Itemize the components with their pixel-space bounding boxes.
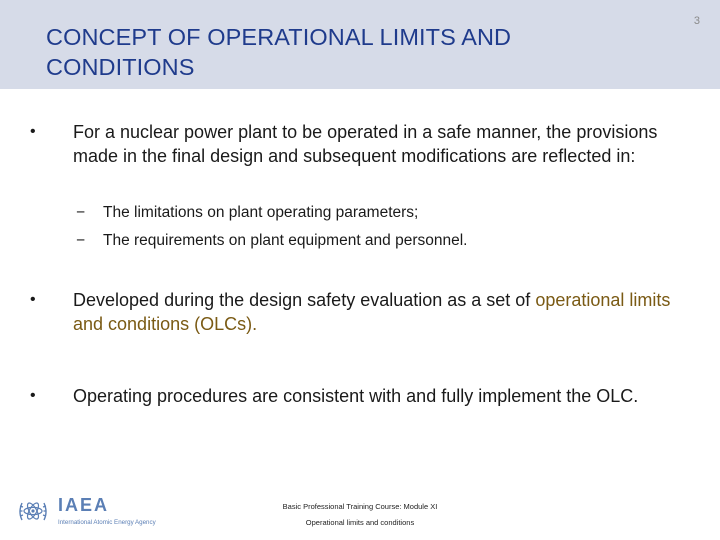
sub-text: The requirements on plant equipment and personnel.: [103, 232, 468, 249]
bullet-text: [73, 288, 703, 336]
bullet-marker: •: [30, 387, 36, 404]
bullet-text-prefix: Developed during the design safety evaluation as a set of: [73, 290, 531, 310]
sub-text: The limitations on plant operating parameters;: [103, 204, 419, 221]
iaea-logo: [16, 492, 186, 532]
title-bar: [0, 0, 720, 89]
sub-marker: −: [76, 232, 86, 249]
logo-wordmark: IAEA: [58, 495, 110, 515]
atom-emblem-icon: [16, 494, 50, 528]
olc-highlight: operational limits and conditions (OLCs).: [73, 290, 671, 334]
page-number: 3: [693, 15, 700, 27]
bullet-marker: •: [30, 291, 36, 308]
sub-marker: −: [76, 204, 86, 221]
bullet-marker: •: [30, 123, 36, 140]
bullet-text: Operating procedures are consistent with and fully implement the OLC.: [73, 386, 639, 406]
slide-title: CONCEPT OF OPERATIONAL LIMITS AND CONDITIONS: [46, 24, 512, 80]
logo-subtitle: International Atomic Energy Agency: [58, 519, 156, 526]
bullet-text: For a nuclear power plant to be operated in a safe manner, the provisions made in the final design and subsequent modifications are reflected in:: [73, 122, 658, 166]
footer-course: Basic Professional Training Course: Module XI: [282, 502, 438, 511]
footer-module: Operational limits and conditions: [305, 518, 415, 527]
